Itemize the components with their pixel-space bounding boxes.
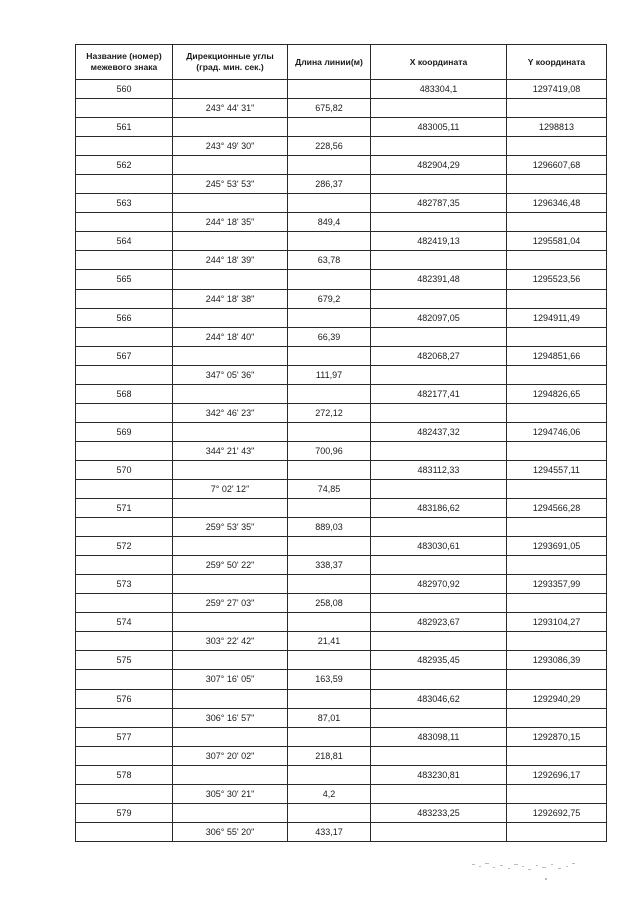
point-row: [76, 651, 607, 670]
line-row: [76, 708, 607, 727]
point-x: 482923,67: [371, 613, 507, 632]
point-y: 1295523,56: [507, 270, 607, 289]
point-length-empty: [288, 232, 371, 251]
line-y-empty: [507, 822, 607, 841]
point-row: [76, 346, 607, 365]
header-length: Длина линии(м): [288, 45, 371, 80]
line-angle: 306° 55' 20": [173, 822, 288, 841]
point-x: 482097,05: [371, 308, 507, 327]
line-x-empty: [371, 784, 507, 803]
point-x: 482787,35: [371, 194, 507, 213]
line-name-empty: [76, 441, 173, 460]
point-length-empty: [288, 156, 371, 175]
line-length: 228,56: [288, 137, 371, 156]
point-row: [76, 689, 607, 708]
point-angle-empty: [173, 537, 288, 556]
point-angle-empty: [173, 689, 288, 708]
line-name-empty: [76, 99, 173, 118]
line-x-empty: [371, 251, 507, 270]
line-x-empty: [371, 403, 507, 422]
line-x-empty: [371, 594, 507, 613]
line-length: 675,82: [288, 99, 371, 118]
line-angle: 347° 05' 36": [173, 365, 288, 384]
point-row: [76, 270, 607, 289]
point-x: 482437,32: [371, 422, 507, 441]
line-name-empty: [76, 479, 173, 498]
point-y: 1294911,49: [507, 308, 607, 327]
point-row: [76, 460, 607, 479]
line-name-empty: [76, 175, 173, 194]
line-row: [76, 594, 607, 613]
line-angle: 344° 21' 43": [173, 441, 288, 460]
line-row: [76, 213, 607, 232]
point-angle-empty: [173, 80, 288, 99]
point-angle-empty: [173, 384, 288, 403]
point-length-empty: [288, 537, 371, 556]
line-x-empty: [371, 137, 507, 156]
point-length-empty: [288, 308, 371, 327]
point-y: 1295581,04: [507, 232, 607, 251]
line-row: [76, 441, 607, 460]
point-length-empty: [288, 422, 371, 441]
point-x: 483304,1: [371, 80, 507, 99]
line-row: [76, 99, 607, 118]
line-angle: 306° 16' 57": [173, 708, 288, 727]
point-name: 567: [76, 346, 173, 365]
point-row: [76, 156, 607, 175]
line-length: 111,97: [288, 365, 371, 384]
point-name: 561: [76, 118, 173, 137]
line-angle: 303° 22' 42": [173, 632, 288, 651]
point-name: 571: [76, 499, 173, 518]
point-row: [76, 232, 607, 251]
line-angle: 259° 50' 22": [173, 556, 288, 575]
point-y: 1294566,28: [507, 499, 607, 518]
line-y-empty: [507, 365, 607, 384]
line-name-empty: [76, 518, 173, 537]
line-y-empty: [507, 746, 607, 765]
point-length-empty: [288, 575, 371, 594]
point-length-empty: [288, 613, 371, 632]
line-row: [76, 822, 607, 841]
line-x-empty: [371, 289, 507, 308]
line-angle: 244° 18' 38": [173, 289, 288, 308]
point-x: 483233,25: [371, 803, 507, 822]
line-length: 286,37: [288, 175, 371, 194]
line-angle: 243° 49' 30": [173, 137, 288, 156]
line-y-empty: [507, 441, 607, 460]
point-y: 1292696,17: [507, 765, 607, 784]
line-y-empty: [507, 518, 607, 537]
line-row: [76, 289, 607, 308]
point-angle-empty: [173, 156, 288, 175]
line-y-empty: [507, 327, 607, 346]
point-name: 578: [76, 765, 173, 784]
point-length-empty: [288, 651, 371, 670]
line-x-empty: [371, 670, 507, 689]
line-x-empty: [371, 708, 507, 727]
line-angle: 243° 44' 31": [173, 99, 288, 118]
line-x-empty: [371, 479, 507, 498]
point-row: [76, 308, 607, 327]
line-x-empty: [371, 746, 507, 765]
point-x: 483230,81: [371, 765, 507, 784]
line-angle: 307° 20' 02": [173, 746, 288, 765]
point-name: 564: [76, 232, 173, 251]
line-y-empty: [507, 213, 607, 232]
line-row: [76, 556, 607, 575]
point-angle-empty: [173, 613, 288, 632]
point-name: 566: [76, 308, 173, 327]
line-length: 21,41: [288, 632, 371, 651]
header-x: X координата: [371, 45, 507, 80]
line-y-empty: [507, 670, 607, 689]
point-length-empty: [288, 499, 371, 518]
point-angle-empty: [173, 765, 288, 784]
line-x-empty: [371, 518, 507, 537]
point-y: 1292692,75: [507, 803, 607, 822]
line-name-empty: [76, 822, 173, 841]
point-y: 1292870,15: [507, 727, 607, 746]
line-y-empty: [507, 479, 607, 498]
line-y-empty: [507, 556, 607, 575]
point-angle-empty: [173, 232, 288, 251]
point-length-empty: [288, 384, 371, 403]
point-name: 562: [76, 156, 173, 175]
line-length: 74,85: [288, 479, 371, 498]
line-row: [76, 746, 607, 765]
point-y: 1292940,29: [507, 689, 607, 708]
point-angle-empty: [173, 651, 288, 670]
line-name-empty: [76, 632, 173, 651]
point-x: 482391,48: [371, 270, 507, 289]
line-length: 433,17: [288, 822, 371, 841]
line-name-empty: [76, 556, 173, 575]
point-length-empty: [288, 803, 371, 822]
line-row: [76, 479, 607, 498]
point-angle-empty: [173, 499, 288, 518]
line-name-empty: [76, 251, 173, 270]
line-name-empty: [76, 137, 173, 156]
point-y: 1297419,08: [507, 80, 607, 99]
line-length: 66,39: [288, 327, 371, 346]
line-row: [76, 518, 607, 537]
line-length: 87,01: [288, 708, 371, 727]
point-row: [76, 575, 607, 594]
line-y-empty: [507, 403, 607, 422]
line-x-empty: [371, 632, 507, 651]
point-length-empty: [288, 460, 371, 479]
point-x: 482904,29: [371, 156, 507, 175]
line-length: 258,08: [288, 594, 371, 613]
line-angle: 342° 46' 23": [173, 403, 288, 422]
line-length: 889,03: [288, 518, 371, 537]
header-y: Y координата: [507, 45, 607, 80]
point-angle-empty: [173, 118, 288, 137]
header-name: Название (номер) межевого знака: [76, 45, 173, 80]
line-name-empty: [76, 327, 173, 346]
table-body: [76, 80, 607, 842]
line-name-empty: [76, 784, 173, 803]
point-y: 1293086,39: [507, 651, 607, 670]
point-y: 1296346,48: [507, 194, 607, 213]
line-length: 272,12: [288, 403, 371, 422]
line-y-empty: [507, 175, 607, 194]
point-length-empty: [288, 727, 371, 746]
line-length: 849,4: [288, 213, 371, 232]
line-row: [76, 403, 607, 422]
point-angle-empty: [173, 575, 288, 594]
point-length-empty: [288, 270, 371, 289]
point-angle-empty: [173, 194, 288, 213]
point-name: 570: [76, 460, 173, 479]
point-x: 483098,11: [371, 727, 507, 746]
point-y: 1294826,65: [507, 384, 607, 403]
point-y: 1293357,99: [507, 575, 607, 594]
line-row: [76, 137, 607, 156]
point-x: 482068,27: [371, 346, 507, 365]
line-name-empty: [76, 289, 173, 308]
line-x-empty: [371, 441, 507, 460]
line-row: [76, 251, 607, 270]
point-name: 565: [76, 270, 173, 289]
point-length-empty: [288, 80, 371, 99]
point-name: 560: [76, 80, 173, 99]
point-length-empty: [288, 765, 371, 784]
line-length: 4,2: [288, 784, 371, 803]
point-name: 573: [76, 575, 173, 594]
point-name: 563: [76, 194, 173, 213]
line-angle: 259° 27' 03": [173, 594, 288, 613]
line-row: [76, 632, 607, 651]
line-row: [76, 327, 607, 346]
line-angle: 244° 18' 40": [173, 327, 288, 346]
line-name-empty: [76, 708, 173, 727]
line-angle: 259° 53' 35": [173, 518, 288, 537]
line-y-empty: [507, 99, 607, 118]
point-row: [76, 499, 607, 518]
line-angle: 244° 18' 35": [173, 213, 288, 232]
point-name: 568: [76, 384, 173, 403]
line-length: 700,96: [288, 441, 371, 460]
line-angle: 307° 16' 05": [173, 670, 288, 689]
line-name-empty: [76, 746, 173, 765]
line-name-empty: [76, 670, 173, 689]
point-name: 579: [76, 803, 173, 822]
point-row: [76, 803, 607, 822]
line-length: 218,81: [288, 746, 371, 765]
point-row: [76, 80, 607, 99]
line-angle: 305° 30' 21": [173, 784, 288, 803]
point-row: [76, 422, 607, 441]
point-y: 1293691,05: [507, 537, 607, 556]
point-y: 1294851,66: [507, 346, 607, 365]
point-x: 482177,41: [371, 384, 507, 403]
point-row: [76, 384, 607, 403]
point-length-empty: [288, 194, 371, 213]
point-length-empty: [288, 689, 371, 708]
line-y-empty: [507, 289, 607, 308]
point-angle-empty: [173, 460, 288, 479]
line-name-empty: [76, 403, 173, 422]
point-x: 483112,33: [371, 460, 507, 479]
line-y-empty: [507, 594, 607, 613]
point-row: [76, 765, 607, 784]
point-row: [76, 613, 607, 632]
point-angle-empty: [173, 803, 288, 822]
point-name: 577: [76, 727, 173, 746]
line-y-empty: [507, 784, 607, 803]
point-length-empty: [288, 346, 371, 365]
point-name: 576: [76, 689, 173, 708]
line-y-empty: [507, 708, 607, 727]
line-name-empty: [76, 365, 173, 384]
line-x-empty: [371, 556, 507, 575]
point-x: 483186,62: [371, 499, 507, 518]
coordinates-table: [75, 44, 607, 842]
line-row: [76, 175, 607, 194]
point-name: 569: [76, 422, 173, 441]
point-angle-empty: [173, 270, 288, 289]
point-y: 1298813: [507, 118, 607, 137]
point-row: [76, 727, 607, 746]
point-angle-empty: [173, 308, 288, 327]
table-header-row: [76, 45, 607, 80]
point-x: 483046,62: [371, 689, 507, 708]
line-row: [76, 784, 607, 803]
point-name: 574: [76, 613, 173, 632]
line-x-empty: [371, 365, 507, 384]
line-angle: 7° 02' 12": [173, 479, 288, 498]
line-row: [76, 365, 607, 384]
line-y-empty: [507, 137, 607, 156]
point-x: 483030,61: [371, 537, 507, 556]
point-name: 575: [76, 651, 173, 670]
point-y: 1294746,06: [507, 422, 607, 441]
line-y-empty: [507, 632, 607, 651]
point-angle-empty: [173, 422, 288, 441]
scan-speckle: [470, 860, 580, 882]
line-angle: 244° 18' 39": [173, 251, 288, 270]
point-angle-empty: [173, 346, 288, 365]
line-length: 63,78: [288, 251, 371, 270]
line-length: 679,2: [288, 289, 371, 308]
point-angle-empty: [173, 727, 288, 746]
point-name: 572: [76, 537, 173, 556]
line-length: 163,59: [288, 670, 371, 689]
line-x-empty: [371, 213, 507, 232]
point-x: 482970,92: [371, 575, 507, 594]
line-y-empty: [507, 251, 607, 270]
point-x: 482935,45: [371, 651, 507, 670]
point-row: [76, 118, 607, 137]
line-name-empty: [76, 594, 173, 613]
line-x-empty: [371, 327, 507, 346]
line-x-empty: [371, 175, 507, 194]
line-x-empty: [371, 822, 507, 841]
line-length: 338,37: [288, 556, 371, 575]
point-length-empty: [288, 118, 371, 137]
line-row: [76, 670, 607, 689]
header-angle: Дирекционные углы (град. мин. сек.): [173, 45, 288, 80]
point-y: 1296607,68: [507, 156, 607, 175]
point-x: 483005,11: [371, 118, 507, 137]
line-angle: 245° 53' 53": [173, 175, 288, 194]
point-row: [76, 194, 607, 213]
point-y: 1294557,11: [507, 460, 607, 479]
point-x: 482419,13: [371, 232, 507, 251]
point-y: 1293104,27: [507, 613, 607, 632]
line-name-empty: [76, 213, 173, 232]
point-row: [76, 537, 607, 556]
line-x-empty: [371, 99, 507, 118]
